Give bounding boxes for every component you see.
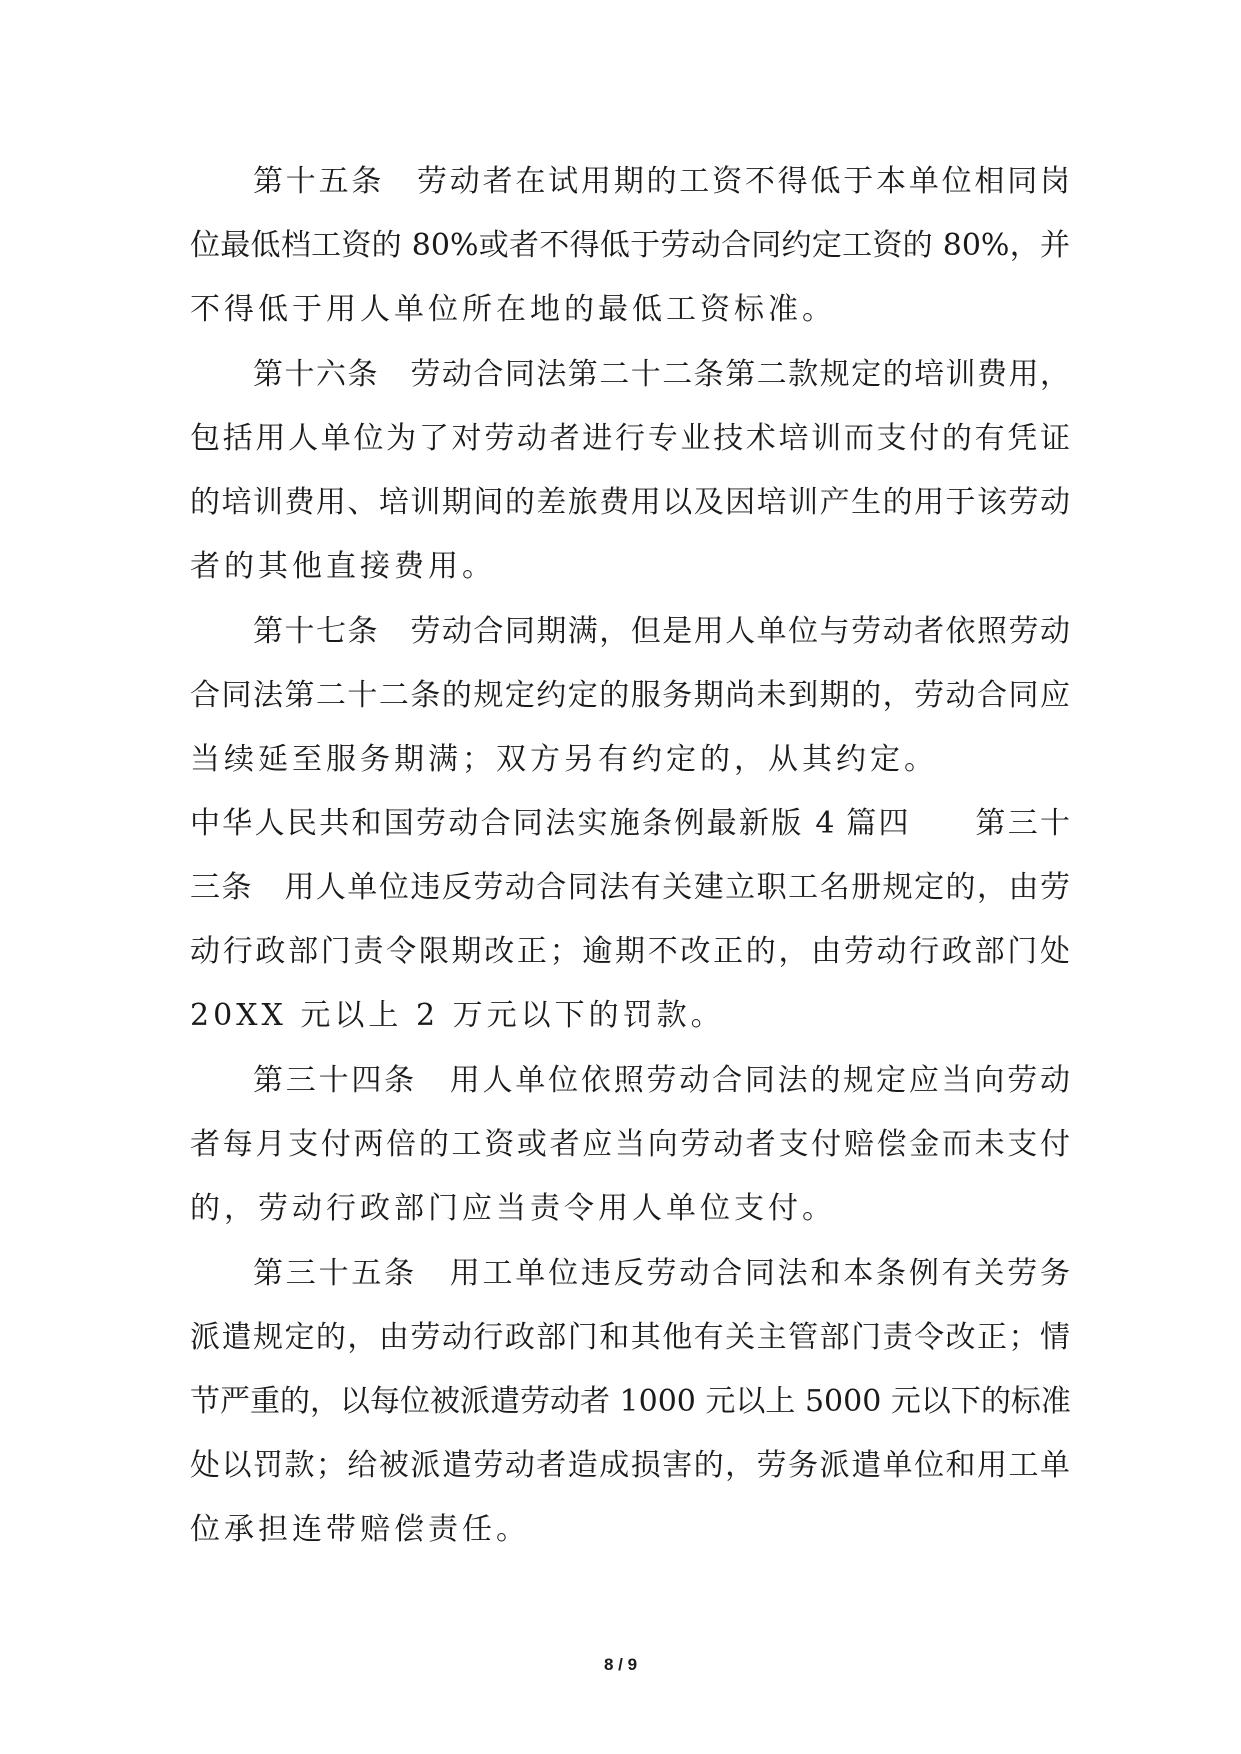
text-line: 第十六条 劳动合同法第二十二条第二款规定的培训费用， — [253, 357, 1070, 392]
text-line: 第十七条 劳动合同期满，但是用人单位与劳动者依照劳动 — [253, 614, 1070, 649]
text-line: 处以罚款；给被派遣劳动者造成损害的，劳务派遣单位和用工单 — [190, 1448, 1070, 1483]
text-line: 位承担连带赔偿责任。 — [190, 1512, 530, 1547]
text-line: 位最低档工资的 80%或者不得低于劳动合同约定工资的 80%，并 — [190, 228, 1070, 263]
page-number: 8 / 9 — [603, 1655, 638, 1674]
text-line: 第十五条 劳动者在试用期的工资不得低于本单位相同岗 — [253, 164, 1070, 199]
text-line: 中华人民共和国劳动合同法实施条例最新版 4 篇四 第三十 — [190, 806, 1070, 841]
text-line: 派遣规定的，由劳动行政部门和其他有关主管部门责令改正；情 — [190, 1320, 1070, 1355]
text-line: 者的其他直接费用。 — [190, 549, 496, 584]
text-line: 第三十五条 用工单位违反劳动合同法和本条例有关劳务 — [253, 1256, 1070, 1291]
text-line: 20XX 元以上 2 万元以下的罚款。 — [190, 998, 725, 1033]
text-line: 三条 用人单位违反劳动合同法有关建立职工名册规定的，由劳 — [190, 870, 1070, 905]
text-line: 不得低于用人单位所在地的最低工资标准。 — [190, 292, 836, 327]
text-line: 者每月支付两倍的工资或者应当向劳动者支付赔偿金而未支付 — [190, 1127, 1070, 1162]
text-line: 包括用人单位为了对劳动者进行专业技术培训而支付的有凭证 — [190, 421, 1070, 456]
text-line: 第三十四条 用人单位依照劳动合同法的规定应当向劳动 — [253, 1063, 1070, 1098]
text-line: 的培训费用、培训期间的差旅费用以及因培训产生的用于该劳动 — [190, 485, 1070, 520]
text-line: 动行政部门责令限期改正；逾期不改正的，由劳动行政部门处 — [190, 934, 1070, 969]
text-line: 的，劳动行政部门应当责令用人单位支付。 — [190, 1191, 836, 1226]
text-line: 当续延至服务期满；双方另有约定的，从其约定。 — [190, 742, 938, 777]
text-line: 合同法第二十二条的规定约定的服务期尚未到期的，劳动合同应 — [190, 678, 1070, 713]
text-line: 节严重的，以每位被派遣劳动者 1000 元以上 5000 元以下的标准 — [190, 1384, 1071, 1419]
